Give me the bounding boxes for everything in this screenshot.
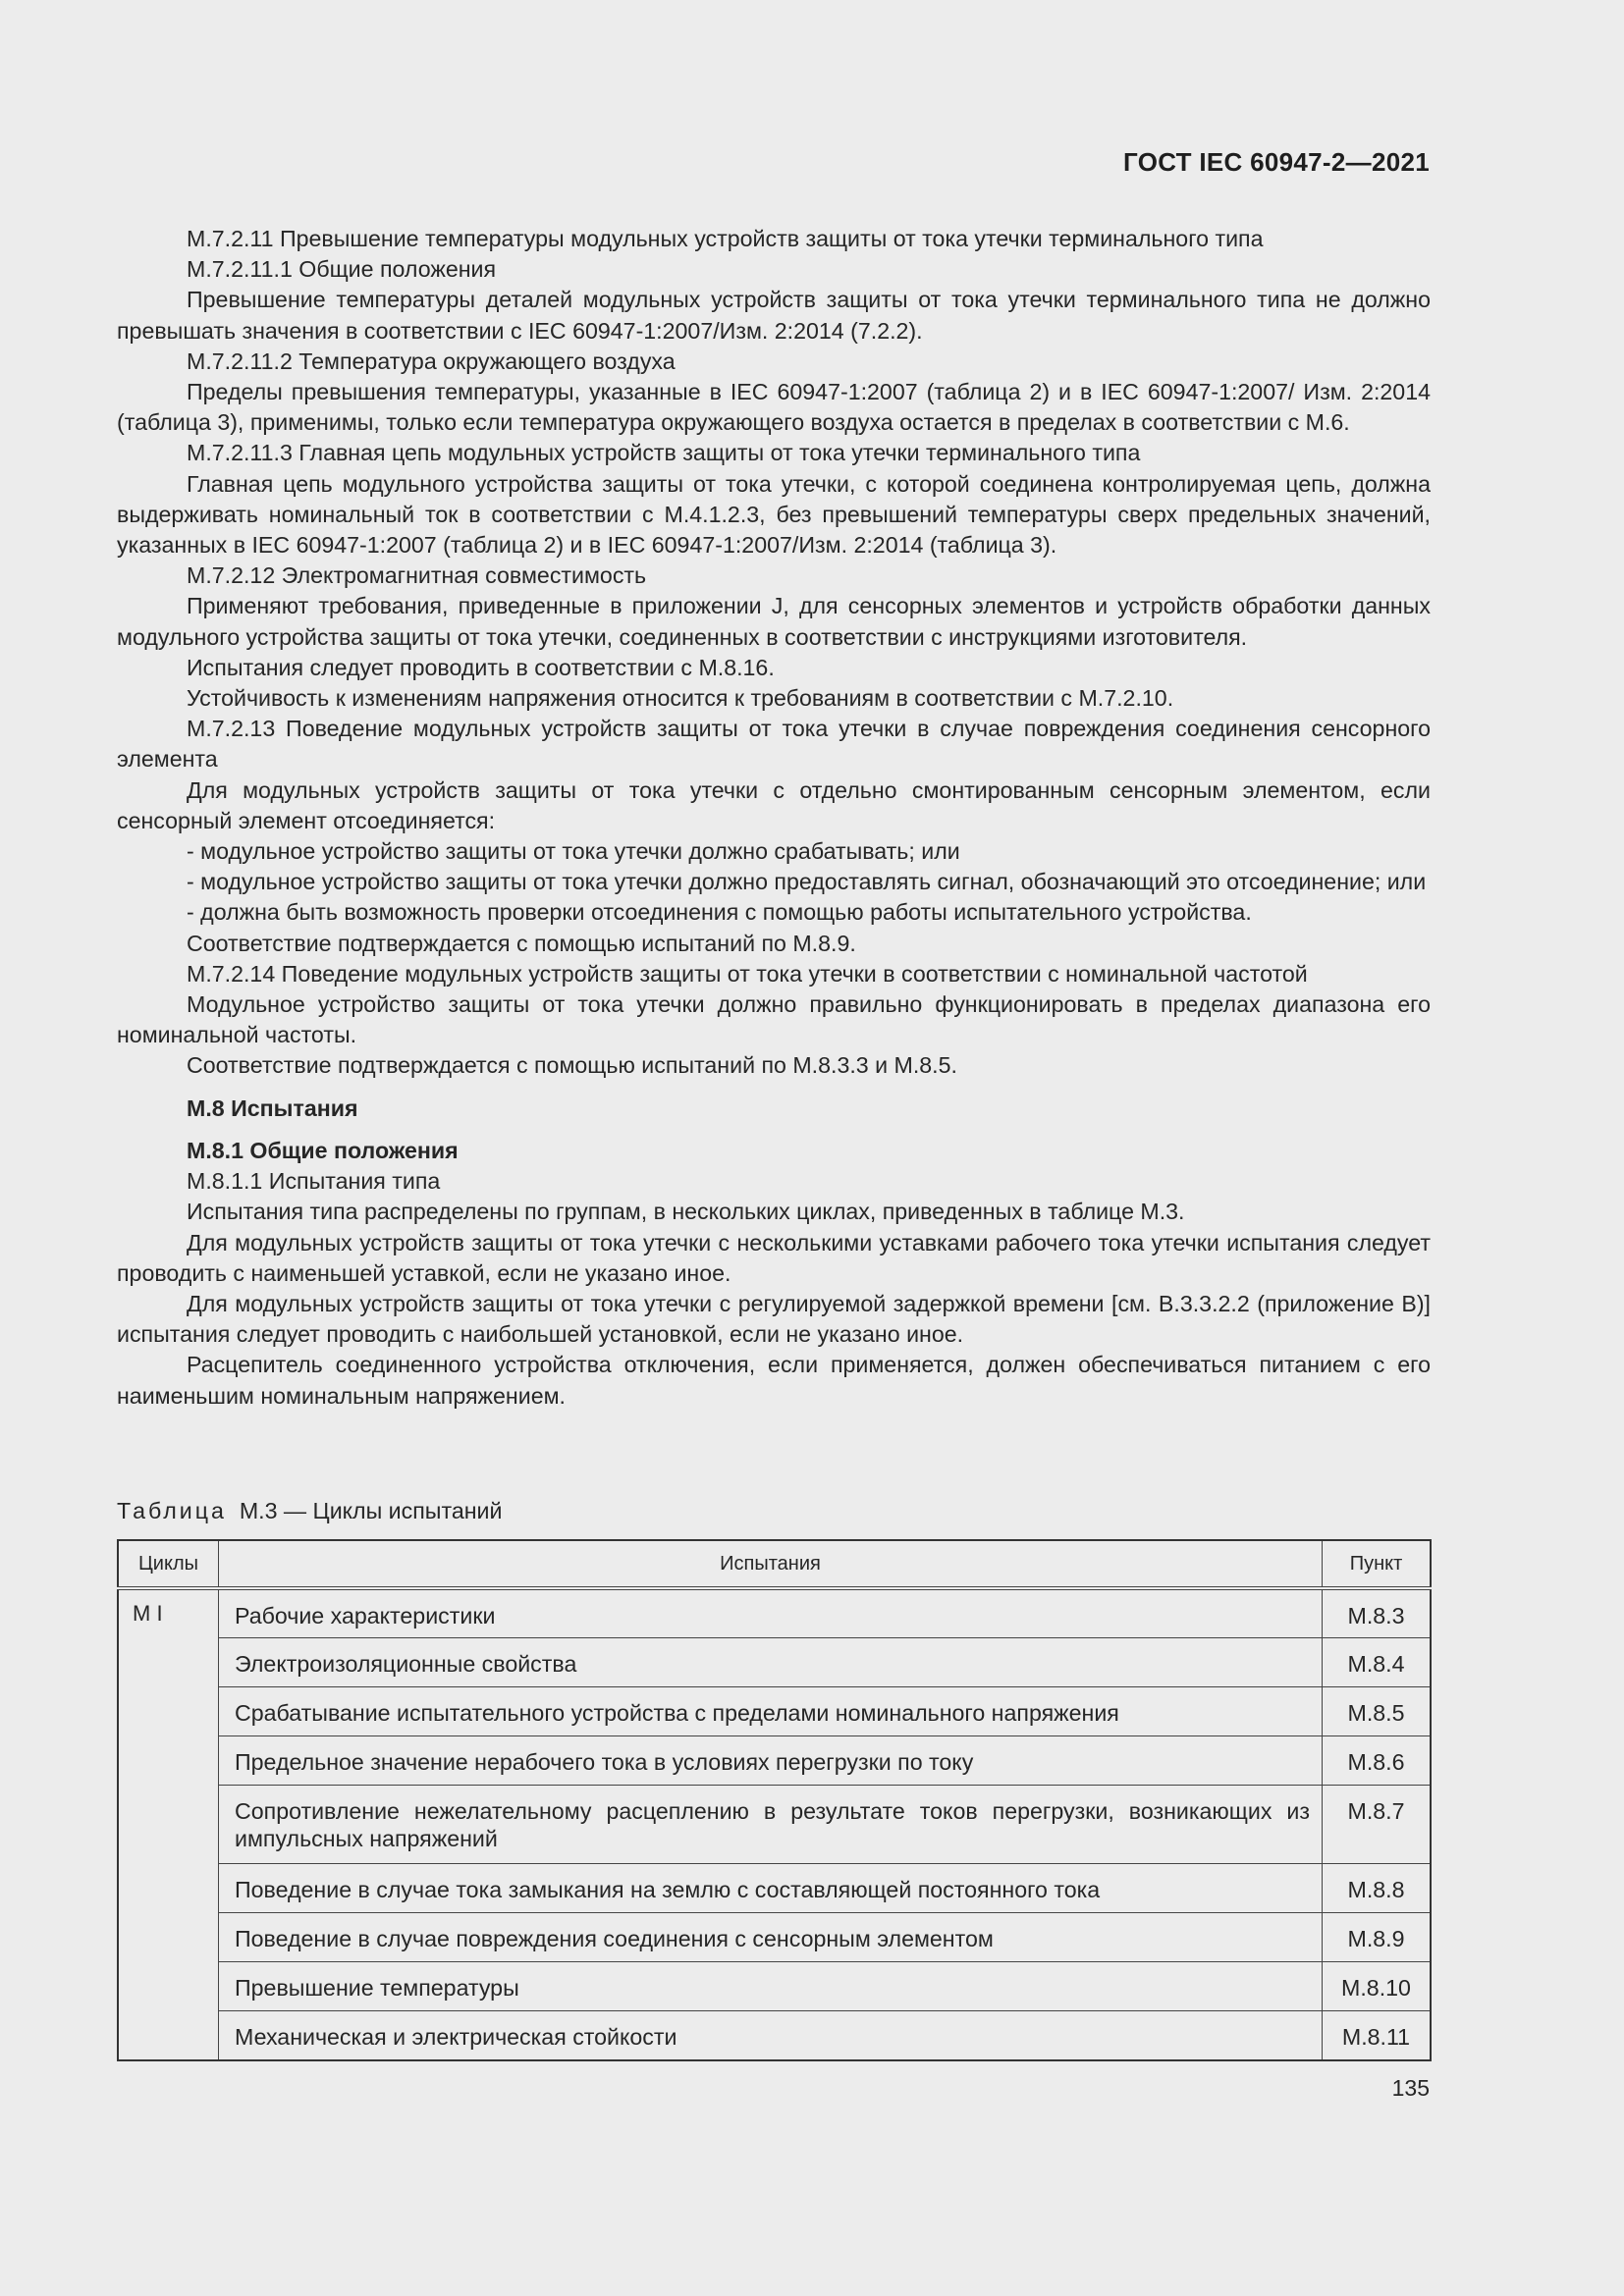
clause-heading: М.7.2.11.1 Общие положения <box>187 256 497 283</box>
clause-cell: М.8.5 <box>1323 1687 1432 1736</box>
test-cell: Поведение в случае тока замыкания на землю с составляющей постоянного тока <box>219 1864 1323 1913</box>
clause-heading: М.7.2.12 Электромагнитная совместимость <box>187 562 647 589</box>
clause-heading: М.7.2.11.2 Температура окружающего воздуха <box>187 347 676 374</box>
table-row <box>118 1962 1431 2011</box>
test-cell: Сопротивление нежелательному расцеплению в результате токов перегрузки, возникающих из импульсных напряжений <box>219 1786 1323 1864</box>
standard-header: ГОСТ IEC 60947-2—2021 <box>1123 147 1430 177</box>
clause-cell: М.8.11 <box>1323 2011 1432 2060</box>
clause-cell: М.8.3 <box>1323 1588 1432 1638</box>
table-row <box>118 1588 1431 1638</box>
test-cell: Рабочие характеристики <box>219 1588 1323 1638</box>
table-row <box>118 1687 1431 1736</box>
table-row <box>118 1786 1431 1864</box>
paragraph: Соответствие подтверждается с помощью испытаний по М.8.9. <box>187 930 856 956</box>
table-header-row <box>118 1540 1431 1588</box>
table-row <box>118 1638 1431 1687</box>
paragraph: Для модульных устройств защиты от тока утечки с несколькими уставками рабочего тока утечки испытания следует проводить с наименьшей уставкой, если не указано иное. <box>117 1229 1431 1286</box>
paragraph: Для модульных устройств защиты от тока утечки с регулируемой задержкой времени [см. B.3.3.2.2 (приложение В)] испытания следует проводить с наибольшей установкой, если не указано иное. <box>117 1290 1431 1348</box>
clause-heading: М.7.2.13 Поведение модульных устройств защиты от тока утечки в случае повреждения соединения сенсорного элемента <box>117 716 1431 773</box>
paragraph: Для модульных устройств защиты от тока утечки с отдельно смонтированным сенсорным элементом, если сенсорный элемент отсоединяется: <box>117 776 1431 833</box>
paragraph: Главная цепь модульного устройства защиты от тока утечки, с которой соединена контролируемая цепь, должна выдерживать номинальный ток в соответствии с М.4.1.2.3, без превышений температуры сверх предельных значений, указанных в IEC 60947-1:2007 (таблица 2) и в IEC 60947-1:2007/Изм. 2:2014 (таблица 3). <box>117 470 1431 559</box>
paragraph: Превышение температуры деталей модульных устройств защиты от тока утечки терминального типа не должно превышать значения в соответствии с IEC 60947-1:2007/Изм. 2:2014 (7.2.2). <box>117 287 1431 344</box>
paragraph: Модульное устройство защиты от тока утечки должно правильно функционировать в пределах диапазона его номинальной частоты. <box>117 991 1431 1048</box>
table-caption <box>117 1496 502 1526</box>
clause-cell: М.8.7 <box>1323 1786 1432 1864</box>
paragraph: Испытания следует проводить в соответствии с М.8.16. <box>187 654 775 680</box>
clause-cell: М.8.4 <box>1323 1638 1432 1687</box>
clause-cell: М.8.6 <box>1323 1736 1432 1786</box>
subsection-heading: М.8.1 Общие положения <box>187 1137 459 1163</box>
section-heading: М.8 Испытания <box>187 1095 358 1121</box>
clause-cell: М.8.8 <box>1323 1864 1432 1913</box>
paragraph: Испытания типа распределены по группам, в нескольких циклах, приведенных в таблице М.3. <box>187 1199 1185 1225</box>
header-cycles: Циклы <box>118 1540 219 1588</box>
test-cell: Превышение температуры <box>219 1962 1323 2011</box>
cycle-cell: М I <box>118 1588 219 2060</box>
test-cell: Электроизоляционные свойства <box>219 1638 1323 1687</box>
table-caption-label: Таблица <box>117 1498 227 1523</box>
clause-heading: М.8.1.1 Испытания типа <box>187 1168 441 1195</box>
test-cell: Предельное значение нерабочего тока в условиях перегрузки по току <box>219 1736 1323 1786</box>
table-caption-text: М.3 — Циклы испытаний <box>239 1498 503 1523</box>
table-row <box>118 2011 1431 2060</box>
clause-heading: М.7.2.14 Поведение модульных устройств защиты от тока утечки в соответствии с номинальной частотой <box>187 960 1308 987</box>
paragraph: Устойчивость к изменениям напряжения относится к требованиям в соответствии с М.7.2.10. <box>187 685 1174 712</box>
paragraph: Соответствие подтверждается с помощью испытаний по М.8.3.3 и М.8.5. <box>187 1052 957 1079</box>
test-cycles-table <box>117 1539 1432 2061</box>
table-row <box>118 1913 1431 1962</box>
page-number: 135 <box>1391 2075 1430 2101</box>
paragraph: Расцепитель соединенного устройства отключения, если применяется, должен обеспечиваться питанием с его наименьшим номинальным напряжением. <box>117 1352 1431 1409</box>
list-item: - должна быть возможность проверки отсоединения с помощью работы испытательного устройства. <box>187 899 1252 926</box>
test-cell: Срабатывание испытательного устройства с пределами номинального напряжения <box>219 1687 1323 1736</box>
clause-heading: М.7.2.11.3 Главная цепь модульных устройств защиты от тока утечки терминального типа <box>187 440 1141 466</box>
header-tests: Испытания <box>219 1540 1323 1588</box>
test-cell: Поведение в случае повреждения соединения с сенсорным элементом <box>219 1913 1323 1962</box>
paragraph: Пределы превышения температуры, указанные в IEC 60947-1:2007 (таблица 2) и в IEC 60947-1:2007/ Изм. 2:2014 (таблица 3), применимы, только если температура окружающего воздуха остается в пределах в соответствии с М.6. <box>117 379 1431 436</box>
clause-cell: М.8.9 <box>1323 1913 1432 1962</box>
clause-cell: М.8.10 <box>1323 1962 1432 2011</box>
list-item: - модульное устройство защиты от тока утечки должно предоставлять сигнал, обозначающий это отсоединение; или <box>187 869 1427 895</box>
list-item: - модульное устройство защиты от тока утечки должно срабатывать; или <box>187 838 960 865</box>
header-clause: Пункт <box>1323 1540 1432 1588</box>
body-text <box>117 224 1431 1412</box>
table-row <box>118 1864 1431 1913</box>
test-cell: Механическая и электрическая стойкости <box>219 2011 1323 2060</box>
table-row <box>118 1736 1431 1786</box>
clause-heading: М.7.2.11 Превышение температуры модульных устройств защиты от тока утечки терминального типа <box>187 226 1264 251</box>
paragraph: Применяют требования, приведенные в приложении J, для сенсорных элементов и устройств обработки данных модульного устройства защиты от тока утечки, соединенных в соответствии с инструкциями изготовителя. <box>117 593 1431 650</box>
